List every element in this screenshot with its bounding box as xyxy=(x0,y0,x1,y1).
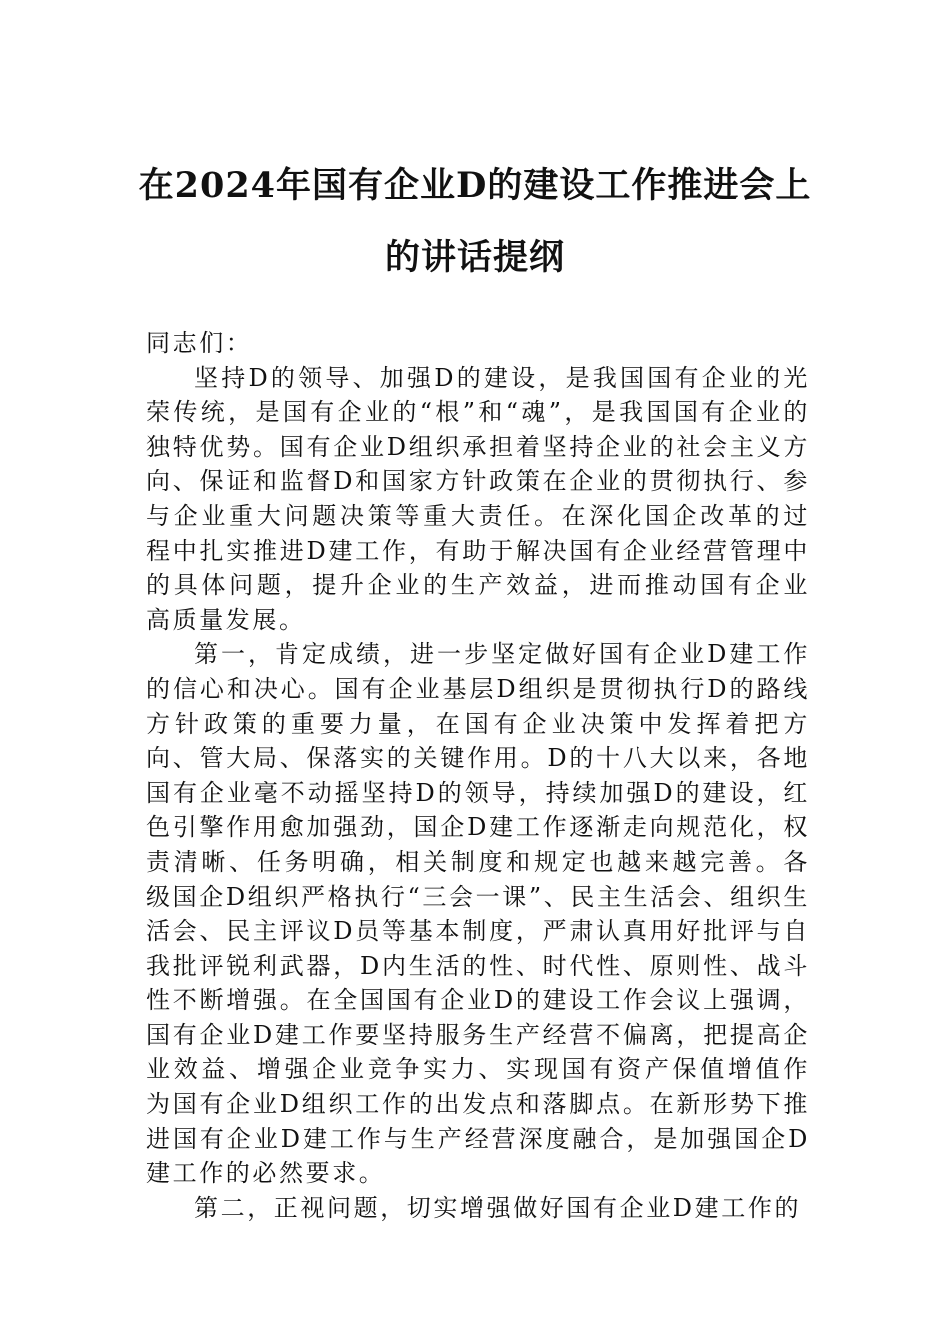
document-title xyxy=(100,150,850,294)
title-line-1: 在2024年国有企业D的建设工作推进会上 xyxy=(138,165,812,206)
paragraph-first-point: 第一，肯定成绩，进一步坚定做好国有企业D建工作的信心和决心。国有企业基层D组织是贯彻执行D的路线方针政策的重要力量，在国有企业决策中发挥着把方向、管大局、保落实的关键作用。D的十八大以来，各地国有企业毫不动摇坚持D的领导，持续加强D的建设，红色引擎作用愈加强劲，国企D建工作逐渐走向规范化，权责清晰、任务明确，相关制度和规定也越来越完善。各级国企D组织严格执行“三会一课”、民主生活会、组织生活会、民主评议D员等基本制度，严肃认真用好批评与自我批评锐利武器，D内生活的性、时代性、原则性、战斗性不断增强。在全国国有企业D的建设工作会议上强调，国有企业D建工作要坚持服务生产经营不偏离，把提高企业效益、增强企业竞争实力、实现国有资产保值增值作为国有企业D组织工作的出发点和落脚点。在新形势下推进国有企业D建工作与生产经营深度融合，是加强国企D建工作的必然要求。 xyxy=(146,640,810,1188)
paragraph-second-point: 第二，正视问题，切实增强做好国有企业D建工作的 xyxy=(194,1193,802,1222)
title-line-2: 的讲话提纲 xyxy=(384,237,565,278)
salutation: 同志们： xyxy=(146,329,253,357)
document-body xyxy=(146,326,810,1225)
paragraph-intro: 坚持D的领导、加强D的建设，是我国国有企业的光荣传统，是国有企业的“根”和“魂”，是我国国有企业的独特优势。国有企业D组织承担着坚持企业的社会主义方向、保证和监督D和国家方针政策在企业的贯彻执行、参与企业重大问题决策等重大责任。在深化国企改革的过程中扎实推进D建工作，有助于解决国有企业经营管理中的具体问题，提升企业的生产效益，进而推动国有企业高质量发展。 xyxy=(146,363,810,634)
